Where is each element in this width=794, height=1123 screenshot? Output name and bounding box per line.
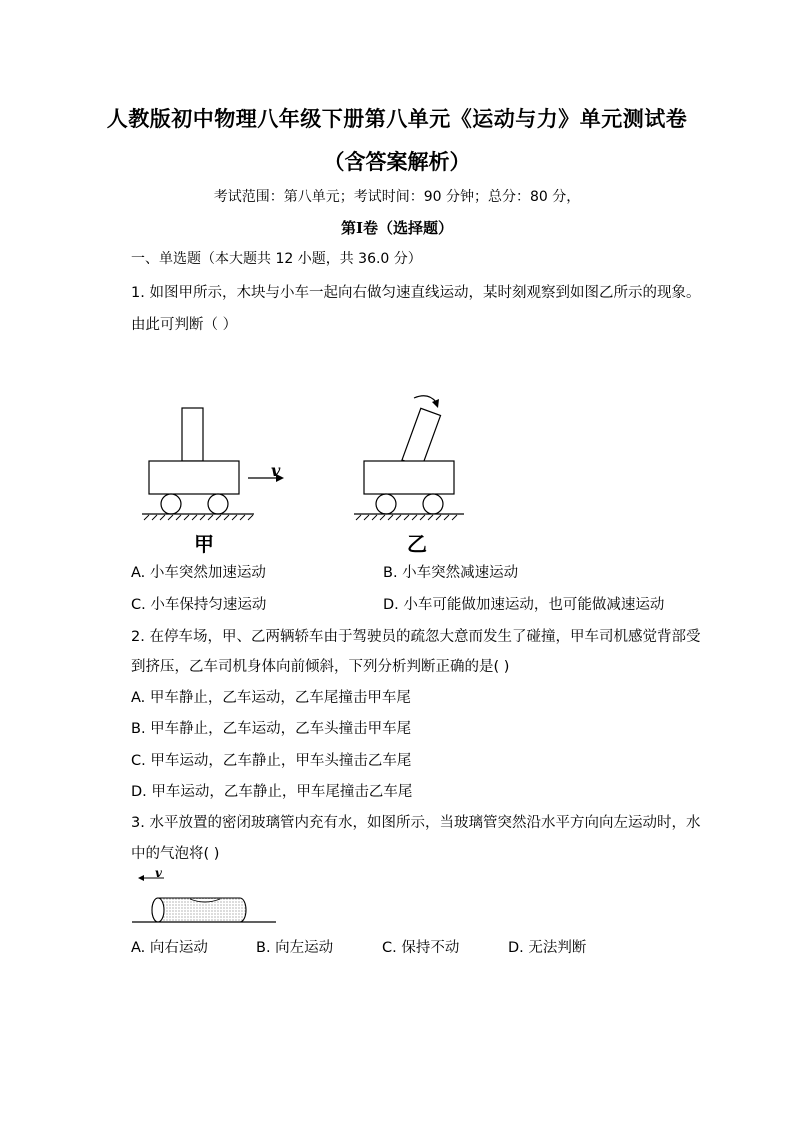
page-subtitle: （含答案解析） <box>323 149 471 174</box>
q3-option-d[interactable]: D. 无法判断 <box>508 940 587 956</box>
q3-option-b[interactable]: B. 向左运动 <box>256 940 334 956</box>
q1-figure-jia <box>138 398 298 522</box>
q1-option-d[interactable]: D. 小车可能做加速运动，也可能做减速运动 <box>383 597 665 613</box>
q3-text-line1: 3. 水平放置的密闭玻璃管内充有水，如图所示，当玻璃管突然沿水平方向向左运动时，水 <box>131 815 701 831</box>
figure-label-yi: 乙 <box>407 532 427 556</box>
tube-end-left <box>152 898 164 922</box>
ground-hatch <box>144 515 253 520</box>
q3-text-line2: 中的气泡将( ) <box>131 846 220 862</box>
wood-block-upright <box>182 408 203 461</box>
q2-option-d[interactable]: D. 甲车运动，乙车静止，甲车尾撞击乙车尾 <box>131 784 413 800</box>
figure-label-jia: 甲 <box>194 532 214 556</box>
cart-wheel-left <box>376 494 396 514</box>
q2-option-a[interactable]: A. 甲车静止，乙车运动，乙车尾撞击甲车尾 <box>131 690 411 706</box>
page-title: 人教版初中物理八年级下册第八单元《运动与力》单元测试卷 <box>106 106 688 131</box>
cart-body <box>149 461 239 494</box>
q3-option-a[interactable]: A. 向右运动 <box>131 940 208 956</box>
q1-option-a[interactable]: A. 小车突然加速运动 <box>131 565 266 581</box>
q2-option-b[interactable]: B. 甲车静止，乙车运动，乙车头撞击甲车尾 <box>131 721 412 737</box>
velocity-arrowhead <box>138 875 144 881</box>
q1-option-c[interactable]: C. 小车保持匀速运动 <box>131 597 267 613</box>
q1-figure-yi <box>352 388 472 522</box>
q2-option-c[interactable]: C. 甲车运动，乙车静止，甲车头撞击乙车尾 <box>131 753 412 769</box>
q2-text-line1: 2. 在停车场，甲、乙两辆轿车由于驾驶员的疏忽大意而发生了碰撞，甲车司机感觉背部受 <box>131 629 701 645</box>
q3-figure-glass-tube <box>130 868 280 924</box>
q1-text-line2: 由此可判断（ ） <box>131 317 238 333</box>
cart-wheel-left <box>161 494 181 514</box>
q2-text-line2: 到挤压，乙车司机身体向前倾斜，下列分析判断正确的是( ) <box>131 659 510 675</box>
q1-velocity-label: v <box>271 461 281 480</box>
ground-hatch <box>356 515 457 520</box>
cart-wheel-right <box>208 494 228 514</box>
part-title: 第Ⅰ卷（选择题） <box>340 219 454 237</box>
wood-block-tilted <box>402 408 441 467</box>
section-title: 一、单选题（本大题共 12 小题，共 36.0 分） <box>131 251 422 267</box>
rotation-arrow <box>414 396 436 402</box>
q1-text-line1: 1. 如图甲所示，木块与小车一起向右做匀速直线运动，某时刻观察到如图乙所示的现象。 <box>131 285 701 301</box>
q1-option-b[interactable]: B. 小车突然减速运动 <box>383 565 519 581</box>
cart-wheel-right <box>423 494 443 514</box>
q3-option-c[interactable]: C. 保持不动 <box>382 940 460 956</box>
q3-velocity-label: v <box>155 866 162 880</box>
cart-body <box>364 461 454 494</box>
exam-meta: 考试范围：第八单元；考试时间：90 分钟；总分：80 分， <box>213 189 581 205</box>
